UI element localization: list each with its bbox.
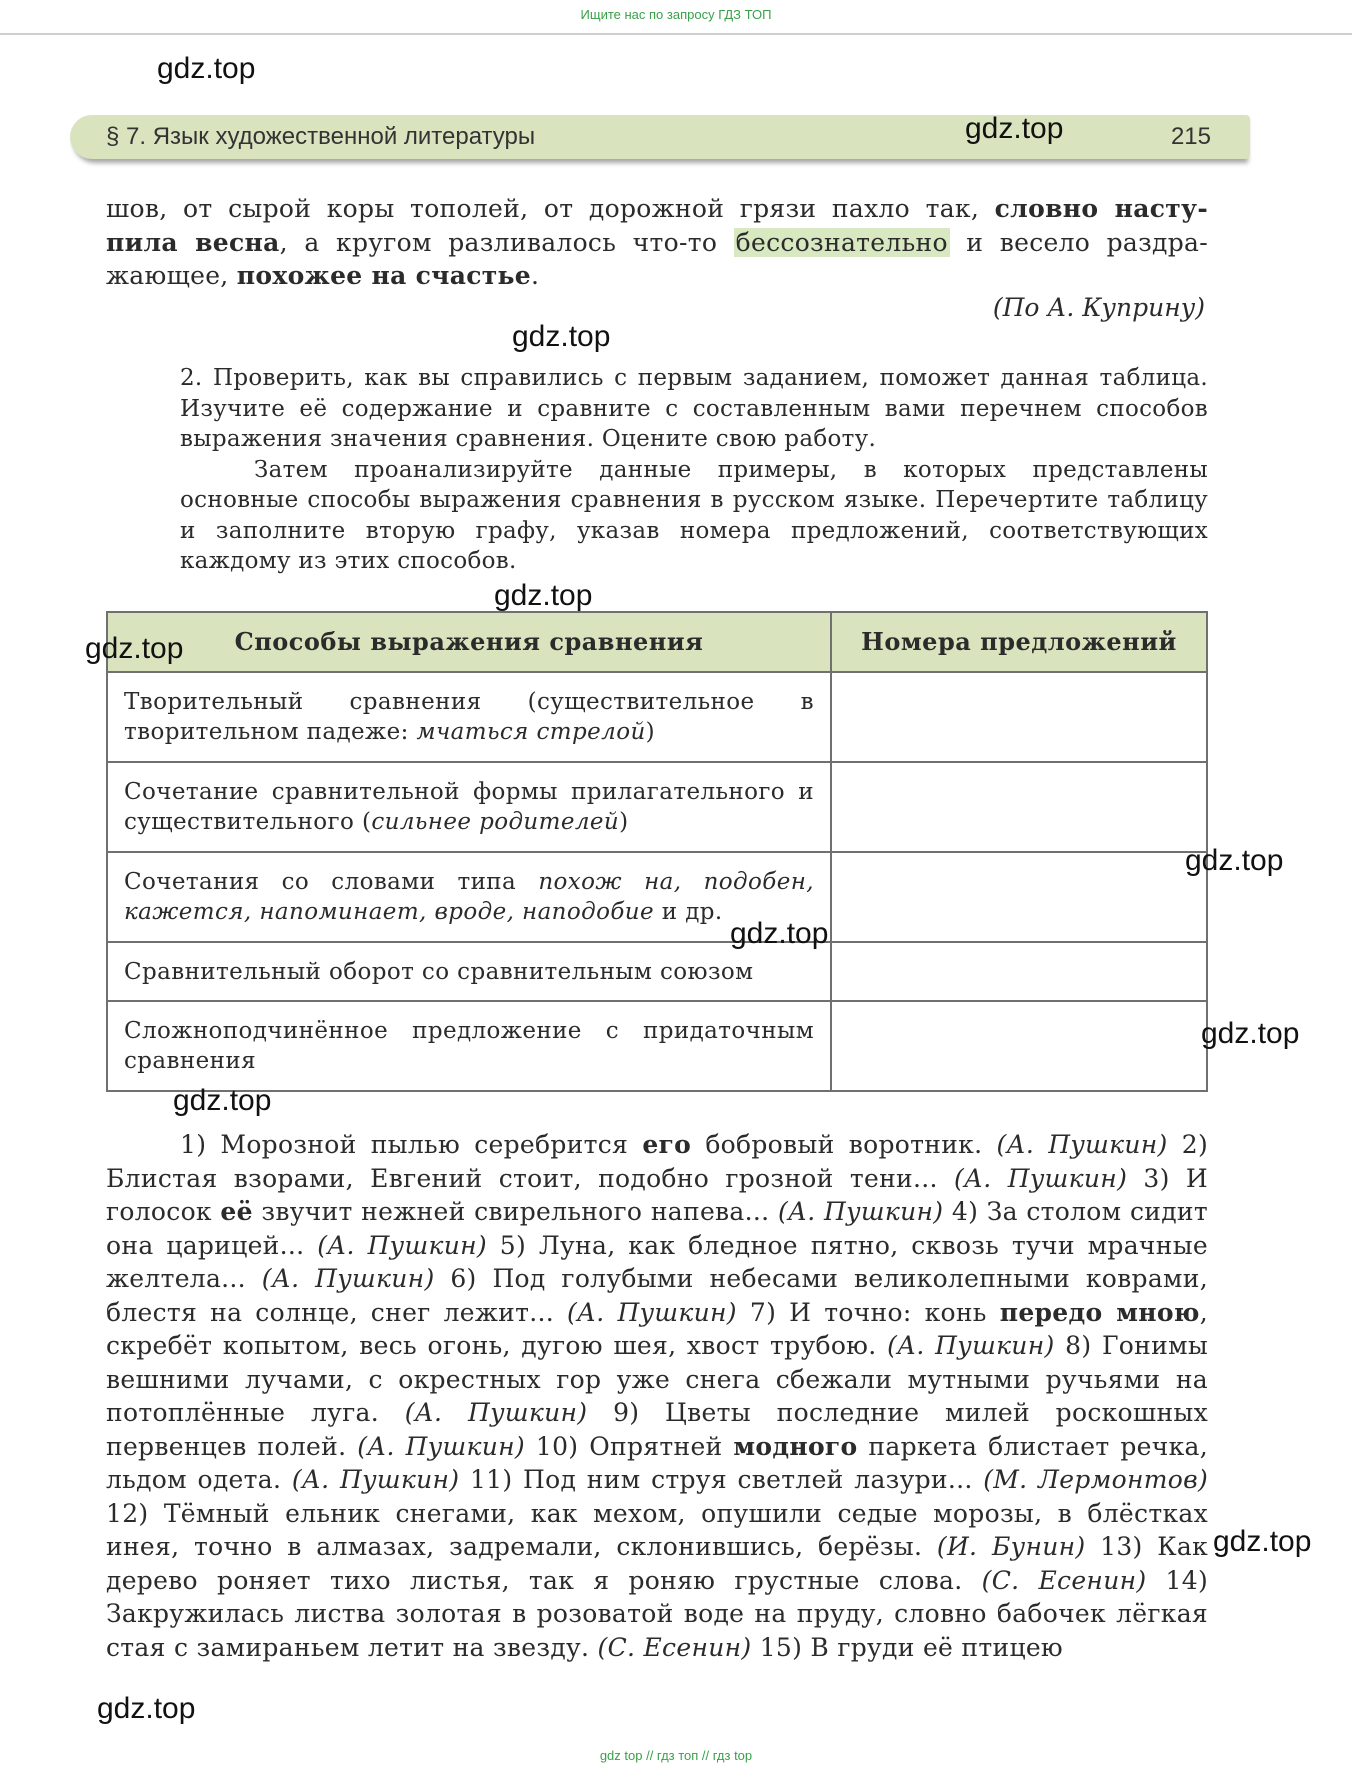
table-cell-numbers bbox=[831, 762, 1207, 852]
watermark: gdz.top bbox=[494, 579, 593, 612]
task-text-2: Затем проанализируйте данные примеры, в которых представлены основные способы выражения сравнения в русском языке. Перечертите таблицу и заполните вторую графу, указав номера предложений, соответствующих каждому из этих способов. bbox=[180, 456, 1208, 574]
table-cell-numbers bbox=[831, 942, 1207, 1001]
table-header-methods: Способы выражения сравнения bbox=[107, 612, 831, 672]
footer-links[interactable]: gdz top // гдз топ // гдз top bbox=[599, 1748, 753, 1763]
intro-paragraph bbox=[106, 192, 1208, 293]
section-title: § 7. Язык художественной литературы bbox=[106, 123, 536, 150]
comparison-table bbox=[106, 611, 1208, 1092]
page-header bbox=[70, 115, 1245, 159]
examples-paragraph: 1) Морозной пылью серебрится его бобровый воротник. (А. Пушкин) 2) Блистая взорами, Евгений стоит, подобно грозной тени... (А. Пушкин) 3) И голосок её звучит нежней свирельного напева... (А. Пушкин) 4) За столом сидит она царицей... (А. Пушкин) 5) Луна, как бледное пятно, сквозь тучи мрачные желтела... (А. Пушкин) 6) Под голубыми небесами великолепными коврами, блестя на солнце, снег лежит... (А. Пушкин) 7) И точно: конь передо мною, скребёт копытом, весь огонь, дугою шея, хвост трубою. (А. Пушкин) 8) Гонимы вешними лучами, с окрестных гор уже снега сбежали мутными ручьями на потоплённые луга. (А. Пушкин) 9) Цветы последние милей роскошных первенцев полей. (А. Пушкин) 10) Опрятней модного паркета блистает речка, льдом одета. (А. Пушкин) 11) Под ним струя светлей лазури... (М. Лермонтов) 12) Тёмный ельник снегами, как мехом, опушили седые морозы, в блёстках инея, точно в алмазах, задремали, склонившись, берёзы. (И. Бунин) 13) Как дерево роняет тихо листья, так я роняю грустные слова. (С. Есенин) 14) Закружилась листва золотая в розоватой воде на пруду, словно бабочек лёгкая стая с замираньем летит на звезду. (С. Есенин) 15) В груди её птицею bbox=[106, 1130, 1209, 1662]
intro-line-1: шов, от сырой коры тополей, от дорожной грязи пахло так, словно насту- bbox=[106, 194, 1208, 223]
table-cell-method: Сочетания со словами типа похож на, подобен, кажется, напоминает, вроде, наподобие и др. bbox=[107, 852, 831, 942]
task-paragraph bbox=[180, 363, 1208, 577]
table-row bbox=[107, 762, 1207, 852]
table-row bbox=[107, 1001, 1207, 1091]
table-row bbox=[107, 942, 1207, 1001]
table-header-row bbox=[107, 612, 1207, 672]
intro-line-2: пила весна, а кругом разливалось что-то бессознательно и весело раздра- bbox=[106, 227, 1208, 257]
page-number: 215 bbox=[1170, 123, 1211, 150]
table-cell-method: Творительный сравнения (существительное в творительном падеже: мчаться стрелой) bbox=[107, 672, 831, 762]
watermark: gdz.top bbox=[173, 1084, 272, 1117]
watermark: gdz.top bbox=[730, 917, 829, 950]
watermark: gdz.top bbox=[512, 320, 611, 353]
watermark: gdz.top bbox=[157, 52, 256, 85]
watermark: gdz.top bbox=[97, 1692, 196, 1725]
table-cell-method: Сочетание сравнительной формы прилагательного и существительного (сильнее родителей) bbox=[107, 762, 831, 852]
watermark: gdz.top bbox=[85, 632, 184, 665]
highlighted-word: бессознательно bbox=[735, 227, 948, 257]
top-banner[interactable]: Ищите нас по запросу ГДЗ ТОП bbox=[0, 0, 1352, 35]
task-text-1: 2. Проверить, как вы справились с первым заданием, поможет данная таблица. Изучите её содержание и сравните с составленным вами перечнем способов выражения значения сравнения. Оцените свою работу. bbox=[180, 365, 1208, 452]
watermark: gdz.top bbox=[1201, 1017, 1300, 1050]
table-row bbox=[107, 672, 1207, 762]
watermark: gdz.top bbox=[965, 112, 1064, 145]
table-cell-numbers bbox=[831, 1001, 1207, 1091]
intro-author: (По А. Куприну) bbox=[992, 293, 1205, 322]
table-cell-method: Сравнительный оборот со сравнительным союзом bbox=[107, 942, 831, 1001]
header-tab bbox=[1238, 115, 1250, 159]
table-cell-numbers bbox=[831, 672, 1207, 762]
watermark: gdz.top bbox=[1185, 844, 1284, 877]
table-header-numbers: Номера предложений bbox=[831, 612, 1207, 672]
table-cell-method: Сложноподчинённое предложение с придаточным сравнения bbox=[107, 1001, 831, 1091]
intro-line-3: жающее, похожее на счастье. bbox=[106, 261, 540, 290]
table-row bbox=[107, 852, 1207, 942]
table-cell-numbers bbox=[831, 852, 1207, 942]
watermark: gdz.top bbox=[1213, 1525, 1312, 1558]
